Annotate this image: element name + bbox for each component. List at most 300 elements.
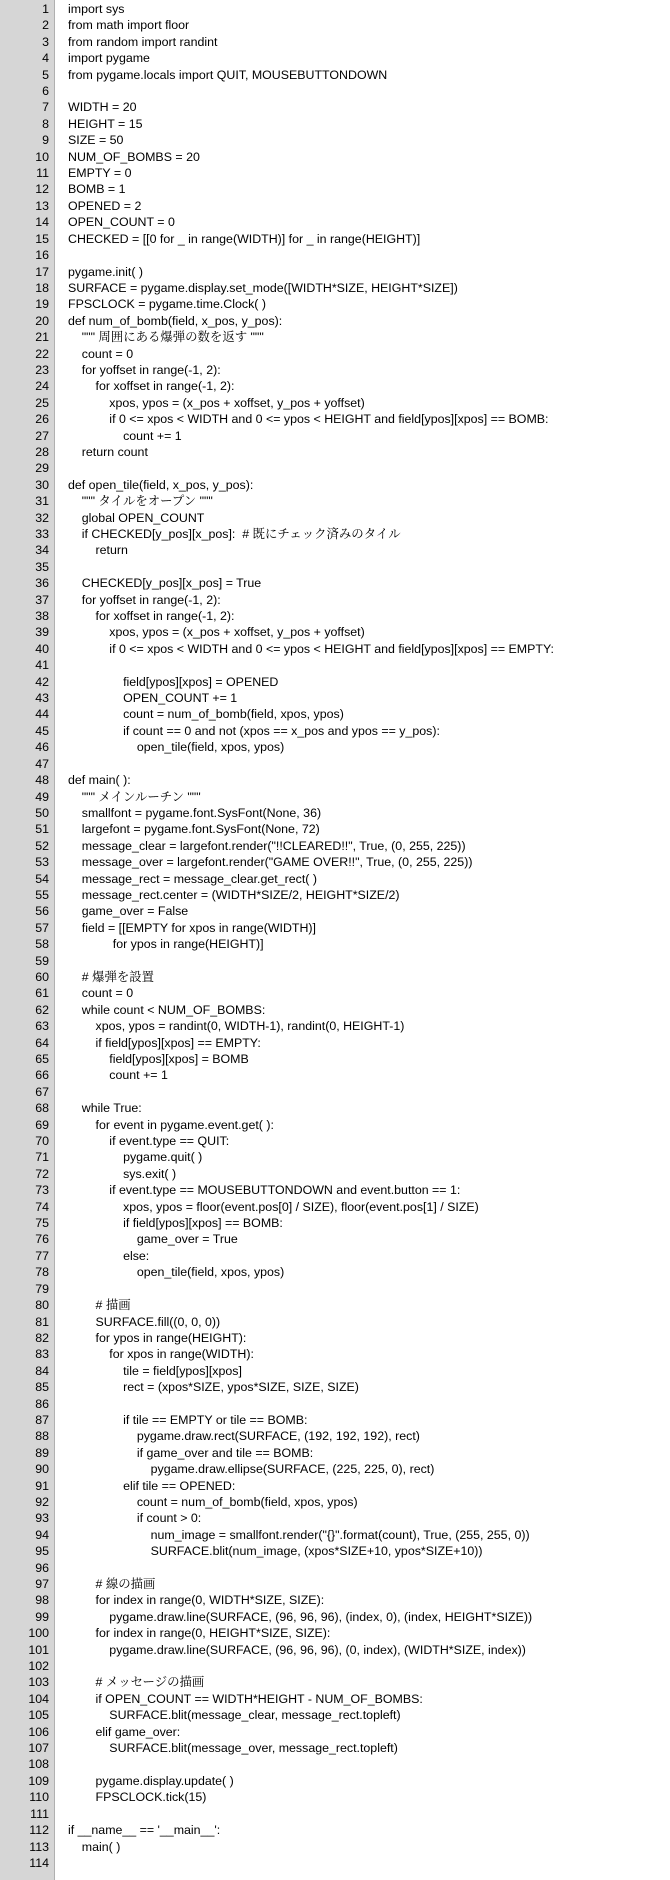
line-number: 112 — [29, 1823, 49, 1838]
line-number: 113 — [29, 1839, 49, 1854]
line-number: 108 — [28, 1757, 49, 1772]
code-line — [0, 378, 670, 394]
line-number: 76 — [35, 1232, 49, 1247]
code-text: for index in range(0, HEIGHT*SIZE, SIZE): — [68, 1626, 331, 1641]
code-text: game_over = True — [68, 1232, 238, 1247]
code-text: xpos, ypos = randint(0, WIDTH-1), randint(0, HEIGHT-1) — [68, 1019, 405, 1034]
line-number: 104 — [28, 1691, 49, 1706]
code-text: from pygame.locals import QUIT, MOUSEBUTTONDOWN — [68, 67, 388, 82]
code-text: # 爆弾を設置 — [68, 969, 155, 984]
line-number: 14 — [35, 215, 49, 230]
line-number: 59 — [35, 953, 49, 968]
line-number: 66 — [35, 1068, 49, 1083]
code-text: count += 1 — [68, 1068, 168, 1083]
code-line — [0, 198, 670, 214]
code-text: OPEN_COUNT += 1 — [68, 691, 238, 706]
code-line — [0, 99, 670, 115]
line-number: 40 — [35, 641, 49, 656]
code-line — [0, 444, 670, 460]
code-line — [0, 1576, 670, 1592]
code-line — [0, 1756, 670, 1772]
line-number: 33 — [35, 527, 49, 541]
code-text: EMPTY = 0 — [68, 166, 132, 181]
code-text: import pygame — [68, 51, 150, 66]
code-text: sys.exit( ) — [68, 1166, 177, 1181]
code-text: open_tile(field, xpos, ypos) — [68, 740, 285, 755]
code-line — [0, 542, 670, 558]
line-number: 43 — [35, 691, 49, 706]
line-number: 22 — [35, 346, 49, 361]
line-number: 65 — [35, 1052, 49, 1066]
code-line — [0, 1133, 670, 1149]
line-number: 44 — [35, 707, 49, 722]
code-text: """ 周囲にある爆弾の数を返す """ — [68, 330, 264, 345]
code-line — [0, 1789, 670, 1805]
code-line — [0, 789, 670, 805]
line-number: 72 — [35, 1166, 49, 1181]
code-text: count = 0 — [68, 346, 134, 361]
code-text: SURFACE.blit(message_clear, message_rect.topleft) — [68, 1708, 401, 1723]
code-text: for xoffset in range(-1, 2): — [68, 609, 235, 624]
code-line — [0, 1658, 670, 1674]
code-line — [0, 805, 670, 821]
line-number: 86 — [35, 1396, 49, 1411]
line-number: 85 — [35, 1380, 49, 1395]
line-number: 98 — [35, 1593, 49, 1608]
code-line — [0, 296, 670, 312]
code-text: message_rect = message_clear.get_rect( ) — [68, 871, 317, 886]
line-number: 15 — [35, 231, 49, 246]
line-number: 36 — [35, 576, 49, 591]
code-line — [0, 1, 670, 17]
code-line — [0, 477, 670, 493]
code-line — [0, 1314, 670, 1330]
line-number: 25 — [35, 395, 49, 410]
code-text: def num_of_bomb(field, x_pos, y_pos): — [68, 313, 283, 328]
code-line — [0, 83, 670, 99]
code-text: pygame.draw.line(SURFACE, (96, 96, 96), (0, index), (WIDTH*SIZE, index)) — [68, 1642, 526, 1657]
code-line — [0, 871, 670, 887]
line-number: 84 — [35, 1363, 49, 1378]
code-line — [0, 559, 670, 575]
line-number: 35 — [35, 559, 49, 574]
code-line — [0, 1445, 670, 1461]
code-line — [0, 920, 670, 936]
code-text: count = num_of_bomb(field, xpos, ypos) — [68, 707, 344, 722]
code-text: num_image = smallfont.render("{}".format(count), True, (255, 255, 0)) — [68, 1527, 530, 1542]
line-number: 51 — [35, 822, 49, 837]
code-line — [0, 1822, 670, 1838]
line-number: 17 — [35, 264, 49, 279]
code-line — [0, 706, 670, 722]
code-text: BOMB = 1 — [68, 182, 126, 197]
code-line — [0, 165, 670, 181]
code-line — [0, 1264, 670, 1280]
code-text: if tile == EMPTY or tile == BOMB: — [68, 1412, 308, 1427]
line-number: 75 — [35, 1216, 49, 1231]
code-line — [0, 1396, 670, 1412]
code-line — [0, 592, 670, 608]
line-number: 110 — [29, 1790, 49, 1805]
code-text: if OPEN_COUNT == WIDTH*HEIGHT - NUM_OF_BOMBS: — [68, 1691, 423, 1706]
code-line — [0, 1199, 670, 1215]
line-number: 54 — [35, 871, 49, 886]
code-text: return — [68, 543, 128, 558]
code-line — [0, 1412, 670, 1428]
code-line — [0, 903, 670, 919]
code-text: # 描画 — [68, 1298, 131, 1313]
line-number: 52 — [35, 838, 49, 853]
code-text: message_rect.center = (WIDTH*SIZE/2, HEIGHT*SIZE/2) — [68, 887, 400, 902]
code-text: game_over = False — [68, 904, 189, 919]
code-text: elif tile == OPENED: — [68, 1478, 236, 1493]
code-text: NUM_OF_BOMBS = 20 — [68, 149, 200, 164]
code-line — [0, 1330, 670, 1346]
code-text: OPEN_COUNT = 0 — [68, 215, 175, 230]
code-text: if game_over and tile == BOMB: — [68, 1445, 314, 1460]
code-line — [0, 985, 670, 1001]
code-line — [0, 116, 670, 132]
code-line — [0, 428, 670, 444]
code-line — [0, 149, 670, 165]
line-number: 23 — [35, 362, 49, 377]
code-line — [0, 411, 670, 427]
code-line — [0, 329, 670, 345]
line-number: 42 — [35, 674, 49, 689]
code-text: field = [[EMPTY for xpos in range(WIDTH)] — [68, 920, 317, 935]
code-text: SURFACE = pygame.display.set_mode([WIDTH*SIZE, HEIGHT*SIZE]) — [68, 280, 458, 295]
line-number: 88 — [35, 1429, 49, 1444]
line-number: 82 — [35, 1330, 49, 1345]
code-line — [0, 214, 670, 230]
line-number: 31 — [35, 494, 49, 509]
code-text: if 0 <= xpos < WIDTH and 0 <= ypos < HEIGHT and field[ypos][xpos] == EMPTY: — [68, 641, 554, 656]
code-line — [0, 1363, 670, 1379]
code-line — [0, 936, 670, 952]
code-text: open_tile(field, xpos, ypos) — [68, 1265, 285, 1280]
code-line — [0, 1067, 670, 1083]
line-number: 46 — [35, 740, 49, 755]
code-text: for event in pygame.event.get( ): — [68, 1117, 274, 1132]
line-number: 6 — [42, 84, 49, 99]
line-number: 94 — [35, 1527, 49, 1542]
code-block — [0, 1, 670, 1871]
code-text: FPSCLOCK.tick(15) — [68, 1790, 207, 1805]
code-text: SURFACE.blit(num_image, (xpos*SIZE+10, ypos*SIZE+10)) — [68, 1544, 483, 1559]
code-text: WIDTH = 20 — [68, 100, 137, 115]
line-number: 1 — [42, 2, 49, 16]
code-line — [0, 1149, 670, 1165]
line-number: 16 — [35, 248, 49, 263]
line-number: 19 — [35, 297, 49, 312]
line-number: 61 — [35, 986, 49, 1001]
code-line — [0, 1297, 670, 1313]
code-line — [0, 1428, 670, 1444]
code-text: while count < NUM_OF_BOMBS: — [68, 1002, 266, 1017]
line-number: 93 — [35, 1511, 49, 1526]
line-number: 4 — [42, 51, 49, 66]
code-line — [0, 460, 670, 476]
code-text: for index in range(0, WIDTH*SIZE, SIZE): — [68, 1593, 325, 1608]
code-line — [0, 739, 670, 755]
line-number: 89 — [35, 1445, 49, 1460]
line-number: 9 — [42, 133, 49, 148]
code-text: xpos, ypos = (x_pos + xoffset, y_pos + yoffset) — [68, 625, 365, 640]
code-line — [0, 231, 670, 247]
code-line — [0, 395, 670, 411]
line-number: 106 — [28, 1724, 49, 1739]
line-number: 2 — [42, 18, 49, 33]
code-text: if count > 0: — [68, 1511, 202, 1526]
code-text: SURFACE.fill((0, 0, 0)) — [68, 1314, 221, 1329]
code-text: if field[ypos][xpos] == EMPTY: — [68, 1035, 261, 1050]
line-number: 69 — [35, 1117, 49, 1132]
code-text: message_over = largefont.render("GAME OVER!!", True, (0, 255, 225)) — [68, 855, 473, 870]
code-line — [0, 1231, 670, 1247]
code-line — [0, 1592, 670, 1608]
line-number: 7 — [42, 100, 49, 115]
line-number: 8 — [42, 116, 49, 131]
line-number: 92 — [35, 1494, 49, 1509]
line-number: 24 — [35, 379, 49, 394]
code-text: global OPEN_COUNT — [68, 510, 205, 525]
line-number: 18 — [35, 280, 49, 295]
code-line — [0, 1806, 670, 1822]
code-text: if event.type == QUIT: — [68, 1134, 230, 1149]
code-line — [0, 34, 670, 50]
code-line — [0, 17, 670, 33]
code-text: rect = (xpos*SIZE, ypos*SIZE, SIZE, SIZE) — [68, 1380, 359, 1395]
line-number: 97 — [35, 1577, 49, 1591]
line-number: 27 — [35, 428, 49, 443]
code-line — [0, 346, 670, 362]
line-number: 48 — [35, 773, 49, 788]
code-text: from math import floor — [68, 18, 190, 33]
code-text: """ メインルーチン """ — [68, 789, 201, 804]
line-number: 100 — [28, 1626, 49, 1641]
code-text: if 0 <= xpos < WIDTH and 0 <= ypos < HEIGHT and field[ypos][xpos] == BOMB: — [68, 412, 549, 427]
line-number: 79 — [35, 1281, 49, 1296]
code-line — [0, 247, 670, 263]
line-number: 62 — [35, 1002, 49, 1017]
code-text: for yoffset in range(-1, 2): — [68, 592, 221, 607]
code-line — [0, 1740, 670, 1756]
code-line — [0, 1691, 670, 1707]
line-number: 67 — [35, 1084, 49, 1099]
code-text: pygame.draw.ellipse(SURFACE, (225, 225, 0), rect) — [68, 1462, 435, 1477]
line-number: 81 — [35, 1314, 49, 1329]
code-text: if CHECKED[y_pos][x_pos]: # 既にチェック済みのタイル — [68, 527, 401, 541]
line-number: 21 — [35, 330, 49, 345]
code-text: main( ) — [68, 1839, 121, 1854]
line-number: 20 — [35, 313, 49, 328]
line-number: 38 — [35, 609, 49, 624]
code-line — [0, 1215, 670, 1231]
line-number: 63 — [35, 1019, 49, 1034]
line-number: 3 — [42, 34, 49, 49]
code-line — [0, 264, 670, 280]
code-line — [0, 1035, 670, 1051]
code-text: largefont = pygame.font.SysFont(None, 72) — [68, 822, 320, 837]
code-text: xpos, ypos = floor(event.pos[0] / SIZE), floor(event.pos[1] / SIZE) — [68, 1199, 479, 1214]
code-line — [0, 362, 670, 378]
code-text: count += 1 — [68, 428, 182, 443]
line-number: 80 — [35, 1298, 49, 1313]
code-line — [0, 1527, 670, 1543]
code-text: elif game_over: — [68, 1724, 181, 1739]
line-number: 68 — [35, 1101, 49, 1116]
code-text: field[ypos][xpos] = OPENED — [68, 674, 279, 689]
line-number: 90 — [35, 1462, 49, 1477]
code-line — [0, 1478, 670, 1494]
code-line — [0, 1839, 670, 1855]
code-line — [0, 1084, 670, 1100]
code-line — [0, 1461, 670, 1477]
code-line — [0, 674, 670, 690]
code-line — [0, 1543, 670, 1559]
code-line — [0, 1117, 670, 1133]
code-line — [0, 313, 670, 329]
line-number: 60 — [35, 969, 49, 984]
code-text: SIZE = 50 — [68, 133, 124, 148]
code-line — [0, 624, 670, 640]
code-text: CHECKED = [[0 for _ in range(WIDTH)] for _ in range(HEIGHT)] — [68, 231, 421, 246]
code-line — [0, 526, 670, 542]
code-line — [0, 1625, 670, 1641]
code-line — [0, 493, 670, 509]
line-number: 107 — [28, 1741, 49, 1756]
code-line — [0, 575, 670, 591]
code-text: pygame.display.update( ) — [68, 1773, 234, 1788]
line-number: 73 — [35, 1183, 49, 1198]
line-number: 47 — [35, 756, 49, 771]
code-text: xpos, ypos = (x_pos + xoffset, y_pos + yoffset) — [68, 395, 365, 410]
code-text: if count == 0 and not (xpos == x_pos and ypos == y_pos): — [68, 723, 440, 738]
code-text: for ypos in range(HEIGHT)] — [68, 937, 264, 952]
code-text: else: — [68, 1248, 150, 1263]
code-text: """ タイルをオープン """ — [68, 494, 213, 509]
code-line — [0, 608, 670, 624]
code-line — [0, 1281, 670, 1297]
line-number: 10 — [35, 149, 49, 164]
code-text: field[ypos][xpos] = BOMB — [68, 1052, 249, 1066]
code-text: for ypos in range(HEIGHT): — [68, 1330, 247, 1345]
code-text: count = num_of_bomb(field, xpos, ypos) — [68, 1494, 358, 1509]
line-number: 101 — [28, 1642, 49, 1657]
line-number: 37 — [35, 592, 49, 607]
code-line — [0, 1855, 670, 1871]
code-line — [0, 510, 670, 526]
code-text: smallfont = pygame.font.SysFont(None, 36) — [68, 805, 322, 820]
code-text: for xoffset in range(-1, 2): — [68, 379, 235, 394]
code-text: if __name__ == '__main__': — [68, 1823, 221, 1838]
code-text: OPENED = 2 — [68, 198, 142, 213]
line-number: 11 — [36, 166, 49, 181]
code-text: if field[ypos][xpos] == BOMB: — [68, 1216, 283, 1231]
code-text: for xpos in range(WIDTH): — [68, 1347, 254, 1362]
code-line — [0, 690, 670, 706]
line-number: 55 — [35, 887, 49, 902]
line-number: 29 — [35, 461, 49, 476]
code-line — [0, 67, 670, 83]
line-number: 70 — [35, 1134, 49, 1149]
code-text: CHECKED[y_pos][x_pos] = True — [68, 576, 262, 591]
code-line — [0, 1182, 670, 1198]
code-line — [0, 132, 670, 148]
code-text: pygame.draw.rect(SURFACE, (192, 192, 192), rect) — [68, 1429, 420, 1444]
code-line — [0, 1248, 670, 1264]
code-text: pygame.quit( ) — [68, 1150, 203, 1165]
code-line — [0, 1773, 670, 1789]
code-text: pygame.draw.line(SURFACE, (96, 96, 96), (index, 0), (index, HEIGHT*SIZE)) — [68, 1609, 533, 1624]
code-text: import sys — [68, 2, 125, 16]
line-number: 96 — [35, 1560, 49, 1575]
code-line — [0, 772, 670, 788]
code-line — [0, 838, 670, 854]
code-line — [0, 1379, 670, 1395]
code-text: return count — [68, 444, 148, 459]
line-number: 32 — [35, 510, 49, 525]
code-line — [0, 657, 670, 673]
code-text: for yoffset in range(-1, 2): — [68, 362, 221, 377]
line-number: 53 — [35, 855, 49, 870]
code-line — [0, 1510, 670, 1526]
code-line — [0, 969, 670, 985]
code-line — [0, 641, 670, 657]
code-line — [0, 1609, 670, 1625]
line-number: 45 — [35, 723, 49, 738]
code-text: SURFACE.blit(message_over, message_rect.topleft) — [68, 1741, 398, 1756]
line-number: 5 — [42, 67, 49, 82]
code-line — [0, 181, 670, 197]
line-number: 78 — [35, 1265, 49, 1280]
line-number: 41 — [35, 658, 49, 673]
line-number: 50 — [35, 805, 49, 820]
code-text: HEIGHT = 15 — [68, 116, 143, 131]
line-number: 99 — [35, 1609, 49, 1624]
code-line — [0, 1346, 670, 1362]
code-line — [0, 1560, 670, 1576]
line-number: 58 — [35, 937, 49, 952]
line-number: 114 — [29, 1855, 49, 1870]
line-number: 34 — [35, 543, 49, 558]
code-text: # 線の描画 — [68, 1577, 156, 1591]
code-text: count = 0 — [68, 986, 134, 1001]
line-number: 56 — [35, 904, 49, 919]
line-number: 71 — [35, 1150, 49, 1165]
line-number: 83 — [35, 1347, 49, 1362]
code-text: message_clear = largefont.render("!!CLEARED!!", True, (0, 255, 225)) — [68, 838, 466, 853]
code-line — [0, 1166, 670, 1182]
line-number: 26 — [35, 412, 49, 427]
code-line — [0, 1100, 670, 1116]
code-text: from random import randint — [68, 34, 218, 49]
line-number: 28 — [35, 444, 49, 459]
line-number: 64 — [35, 1035, 49, 1050]
code-line — [0, 821, 670, 837]
line-number: 102 — [28, 1659, 49, 1674]
line-number: 74 — [35, 1199, 49, 1214]
line-number: 12 — [35, 182, 49, 197]
line-number: 87 — [35, 1412, 49, 1427]
code-line — [0, 854, 670, 870]
line-number: 103 — [28, 1675, 49, 1690]
code-line — [0, 887, 670, 903]
code-text: pygame.init( ) — [68, 264, 144, 279]
line-number: 39 — [35, 625, 49, 640]
code-line — [0, 1494, 670, 1510]
line-number: 49 — [35, 789, 49, 804]
